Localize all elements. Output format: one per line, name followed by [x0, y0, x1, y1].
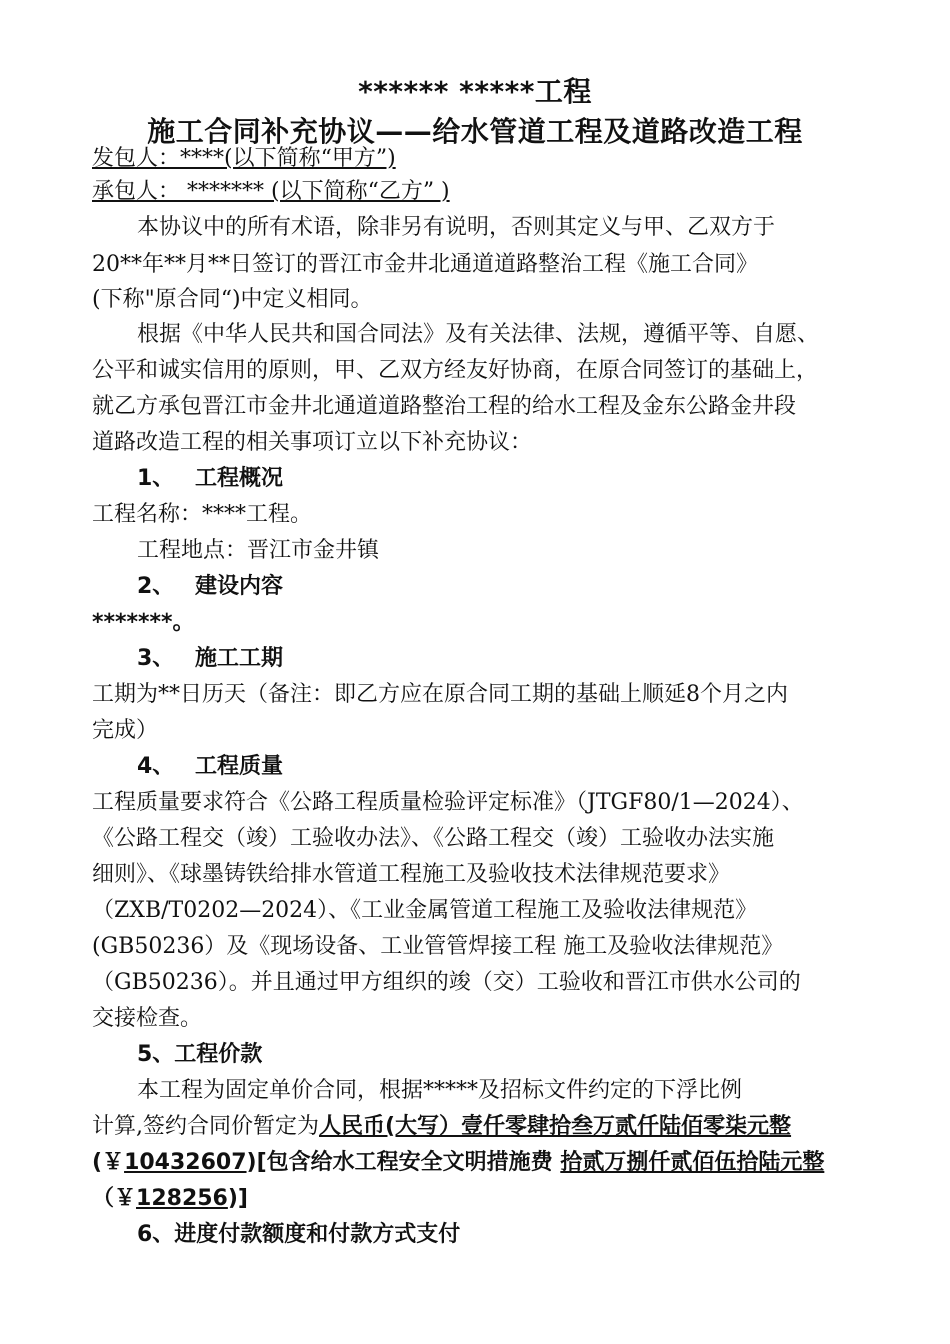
quality-line4: （ZXB/T0202—2024）、《工业金属管道工程施工及验收法律规范》: [92, 898, 758, 923]
intro-p1-line1: 本协议中的所有术语，除非另有说明，否则其定义与甲、乙双方于: [137, 215, 776, 240]
section-number: 2、: [137, 574, 175, 599]
document-title-line1: ****** *****工程: [358, 75, 592, 108]
section-heading-content: [137, 572, 283, 602]
section-heading-payment: 6、进度付款额度和付款方式支付: [137, 1222, 461, 1247]
safety-fee-words: 拾贰万捌仟贰佰伍拾陆元整: [560, 1150, 825, 1175]
safety-fee-figures: 128256: [136, 1186, 228, 1211]
contract-amount-words: 人民币(大写）壹仟零肆拾叁万贰仟陆佰零柒元整: [319, 1114, 792, 1139]
section-number: 3、: [137, 646, 175, 671]
intro-p1-line2: 20**年**月**日签订的晋江市金井北通道道路整治工程《施工合同》: [92, 252, 758, 277]
duration-line1: 工期为**日历天（备注：即乙方应在原合同工期的基础上顺延8个月之内: [92, 682, 788, 707]
quality-line1: 工程质量要求符合《公路工程质量检验评定标准》（JTGF80/1—2024）、: [92, 790, 804, 815]
quality-line2: 《公路工程交（竣）工验收办法》、《公路工程交（竣）工验收办法实施: [92, 826, 775, 851]
contract-amount-figures: 10432607: [124, 1150, 247, 1175]
construction-content-line: *******。: [92, 610, 195, 635]
section-heading-duration: [137, 644, 283, 674]
section-title: 工程质量: [195, 754, 284, 779]
project-name-line: 工程名称：****工程。: [92, 502, 313, 527]
price-line3: [92, 1148, 824, 1178]
section-number: 1、: [137, 466, 175, 491]
price-line2-prefix: 计算,签约合同价暂定为: [92, 1114, 319, 1139]
section-title: 施工工期: [195, 646, 284, 671]
intro-p1-line3: (下称"原合同“)中定义相同。: [92, 287, 373, 312]
section-heading-price: 5、工程价款: [137, 1042, 263, 1067]
intro-p2-line4: 道路改造工程的相关事项订立以下补充协议：: [92, 430, 533, 455]
document-title-line2: 施工合同补充协议——给水管道工程及道路改造工程: [147, 115, 803, 148]
intro-p2-line2: 公平和诚实信用的原则，甲、乙双方经友好协商，在原合同签订的基础上，: [92, 358, 819, 383]
intro-p2-line1: 根据《中华人民共和国合同法》及有关法律、法规，遵循平等、自愿、: [137, 322, 820, 347]
intro-p2-line3: 就乙方承包晋江市金井北通道道路整治工程的给水工程及金东公路金井段: [92, 394, 797, 419]
price-line3-mid: )[包含给水工程安全文明措施费: [246, 1150, 561, 1175]
quality-line7: 交接检查。: [92, 1006, 203, 1031]
contractor-line: 承包人： ******* (以下简称“乙方” ): [92, 179, 450, 204]
price-line3-open: (￥: [92, 1150, 125, 1175]
quality-line3: 细则》、《球墨铸铁给排水管道工程施工及验收技术法律规范要求》: [92, 862, 731, 887]
price-line4-open: （￥: [92, 1186, 137, 1211]
duration-line2: 完成）: [92, 718, 159, 743]
employer-line: 发包人：****(以下简称“甲方”): [92, 146, 396, 171]
section-title: 工程概况: [195, 466, 284, 491]
quality-line5: (GB50236）及《现场设备、工业管管焊接工程 施工及验收法律规范》: [92, 934, 784, 959]
quality-line6: （GB50236）。并且通过甲方组织的竣（交）工验收和晋江市供水公司的: [92, 970, 801, 995]
section-title: 建设内容: [195, 574, 284, 599]
price-line2: [92, 1112, 791, 1142]
price-line1: 本工程为固定单价合同，根据*****及招标文件约定的下浮比例: [137, 1078, 743, 1103]
project-location-line: 工程地点：晋江市金井镇: [137, 538, 380, 563]
section-heading-overview: [137, 464, 283, 494]
price-line4-close: )]: [227, 1186, 248, 1211]
section-heading-quality: [137, 752, 283, 782]
price-line4: [92, 1184, 248, 1214]
section-number: 4、: [137, 754, 175, 779]
